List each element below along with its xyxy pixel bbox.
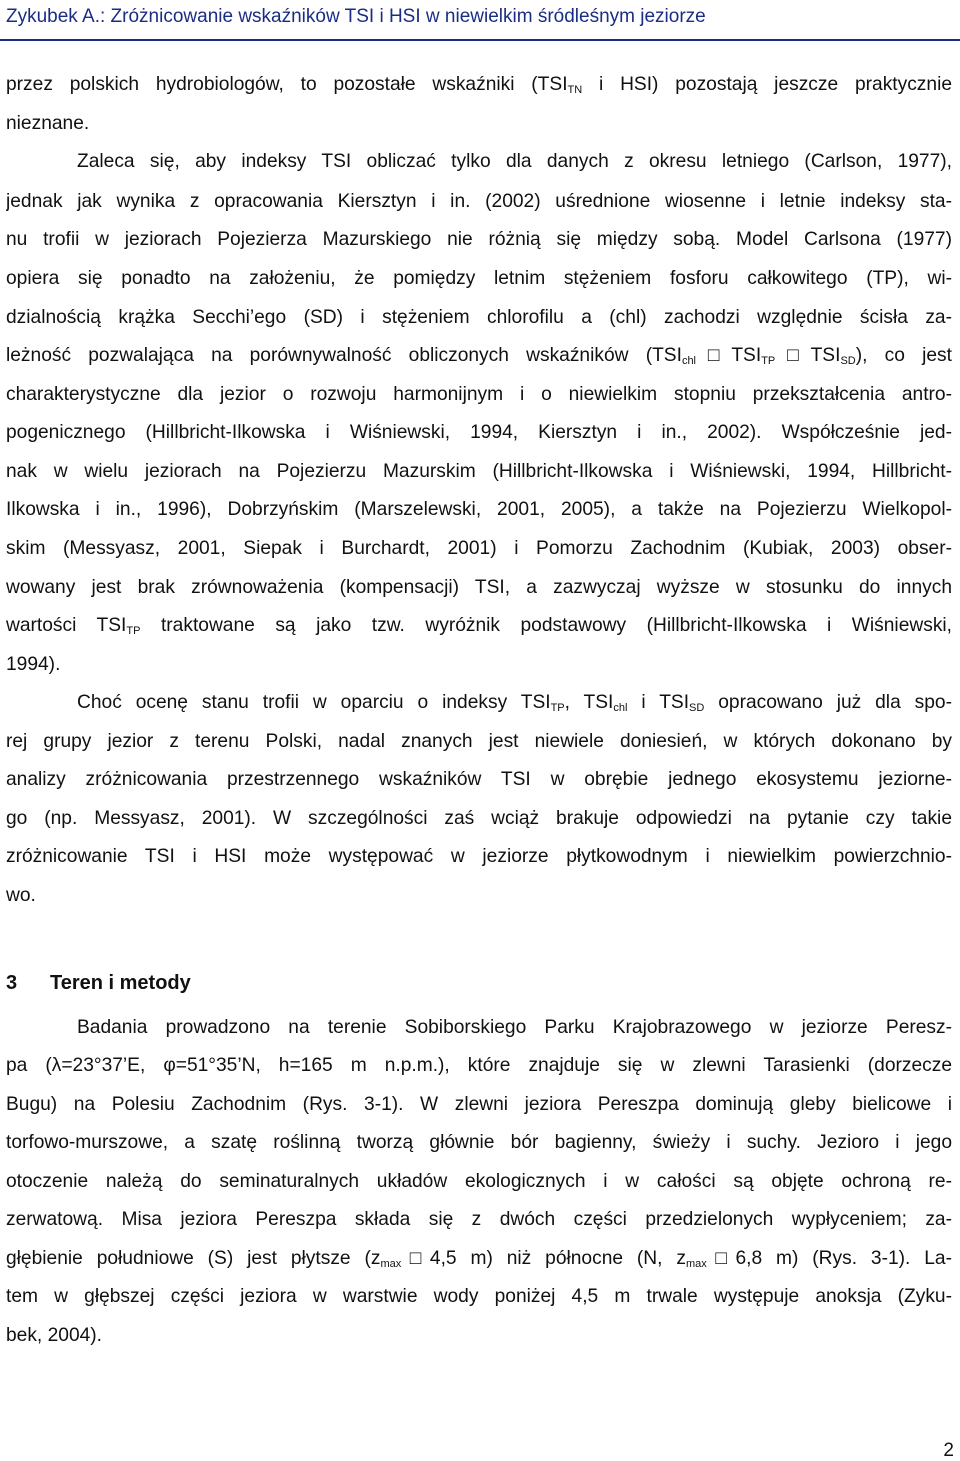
text-line: tem w głębszej części jeziora w warstwie wody poniżej 4,5 m trwale występuje anoksja (Zyku- xyxy=(6,1286,952,1307)
text-line: bek, 2004). xyxy=(6,1325,103,1346)
text-line: pogenicznego (Hillbricht-Ilkowska i Wiśniewski, 1994, Kiersztyn i in., 2002). Współcześnie jed- xyxy=(6,422,952,443)
text-line: jednak jak wynika z opracowania Kiersztyn i in. (2002) uśrednione wiosenne i letnie indeksy sta- xyxy=(6,191,952,212)
page-number: 2 xyxy=(943,1440,954,1461)
text-line: skim (Messyasz, 2001, Siepak i Burchardt, 2001) i Pomorzu Zachodnim (Kubiak, 2003) obser- xyxy=(6,538,952,559)
text-line: otoczenie należą do seminaturalnych układów ekologicznych i w całości są objęte ochroną re- xyxy=(6,1171,952,1192)
text-line: torfowo-murszowe, a szatę roślinną tworzą głównie bór bagienny, świeży i suchy. Jezioro i jego xyxy=(6,1132,952,1153)
text-line: zerwatową. Misa jeziora Pereszpa składa się z dwóch części przedzielonych wypłyceniem; za- xyxy=(6,1209,952,1230)
text-line: nieznane. xyxy=(6,113,90,134)
text-line: głębienie południowe (S) jest płytsze ($z_{max}□4,5$ m) niż północne (N, $z_{max}□6,8$ m) (Rys. 3-1). La- xyxy=(6,1248,952,1270)
text-line: leżność pozwalająca na porównywalność obliczonych wskaźników $(TSI_{chl}□TSI_{TP}□TSI_{SD})$, co jest xyxy=(6,345,952,367)
text-line: nu trofii w jeziorach Pojezierza Mazurskiego nie różnią się między sobą. Model Carlsona (1977) xyxy=(6,229,952,250)
section-heading xyxy=(6,970,191,996)
text-line: analizy zróżnicowania przestrzennego wskaźników TSI w obrębie jednego ekosystemu jeziorne- xyxy=(6,769,952,790)
text-line: Choć ocenę stanu trofii w oparciu o indeksy $TSI_{TP}$, $TSI_{chl}$ i $TSI_{SD}$ opracowano już dla spo- xyxy=(77,692,952,714)
text-line: go (np. Messyasz, 2001). W szczególności zaś wciąż brakuje odpowiedzi na pytanie czy takie xyxy=(6,808,952,829)
section-number: 3 xyxy=(6,972,18,994)
text-line: charakterystyczne dla jezior o rozwoju harmonijnym i o niewielkim stopniu przekształcenia antro- xyxy=(6,384,952,405)
text-line: 1994). xyxy=(6,654,61,675)
text-line: wartości $TSI_{TP}$ traktowane są jako tzw. wyróżnik podstawowy (Hillbricht-Ilkowska i Wiśniewski, xyxy=(6,615,952,637)
text-line: rej grupy jezior z terenu Polski, nadal znanych jest niewiele doniesień, w których dokonano by xyxy=(6,731,952,752)
text-line: nak w wielu jeziorach na Pojezierzu Mazurskim (Hillbricht-Ilkowska i Wiśniewski, 1994, Hillbricht- xyxy=(6,461,952,482)
text-line: wowany jest brak zrównoważenia (kompensacji) TSI, a zazwyczaj wyższe w stosunku do innych xyxy=(6,577,952,598)
text-line: dzialnością krążka Secchi’ego (SD) i stężeniem chlorofilu a (chl) zachodzi względnie ścisła za- xyxy=(6,307,952,328)
text-line: zróżnicowanie TSI i HSI może występować w jeziorze płytkowodnym i niewielkim powierzchnio- xyxy=(6,846,952,867)
text-line: Ilkowska i in., 1996), Dobrzyńskim (Marszelewski, 2001, 2005), a także na Pojezierzu Wielkopol- xyxy=(6,499,952,520)
header-rule xyxy=(0,39,960,41)
text-line: opiera się ponadto na założeniu, że pomiędzy letnim stężeniem fosforu całkowitego (TP), wi- xyxy=(6,268,952,289)
text-line: wo. xyxy=(6,885,36,906)
text-line: pa (λ=23°37’E, φ=51°35’N, h=165 m n.p.m.), które znajduje się w zlewni Tarasienki (dorzecze xyxy=(6,1055,952,1076)
running-header: Zykubek A.: Zróżnicowanie wskaźników TSI i HSI w niewielkim śródleśnym jeziorze xyxy=(6,6,706,27)
text-line: przez polskich hydrobiologów, to pozostałe wskaźniki ($TSI_{TN}$ i HSI) pozostają jeszcze praktycznie xyxy=(6,74,952,96)
text-line: Zaleca się, aby indeksy TSI obliczać tylko dla danych z okresu letniego (Carlson, 1977), xyxy=(77,151,952,172)
text-line: Bugu) na Polesiu Zachodnim (Rys. 3-1). W zlewni jeziora Pereszpa dominują gleby bielicowe i xyxy=(6,1094,952,1115)
text-line: Badania prowadzono na terenie Sobiborskiego Parku Krajobrazowego w jeziorze Peresz- xyxy=(77,1017,952,1038)
section-title: Teren i metody xyxy=(50,972,191,994)
